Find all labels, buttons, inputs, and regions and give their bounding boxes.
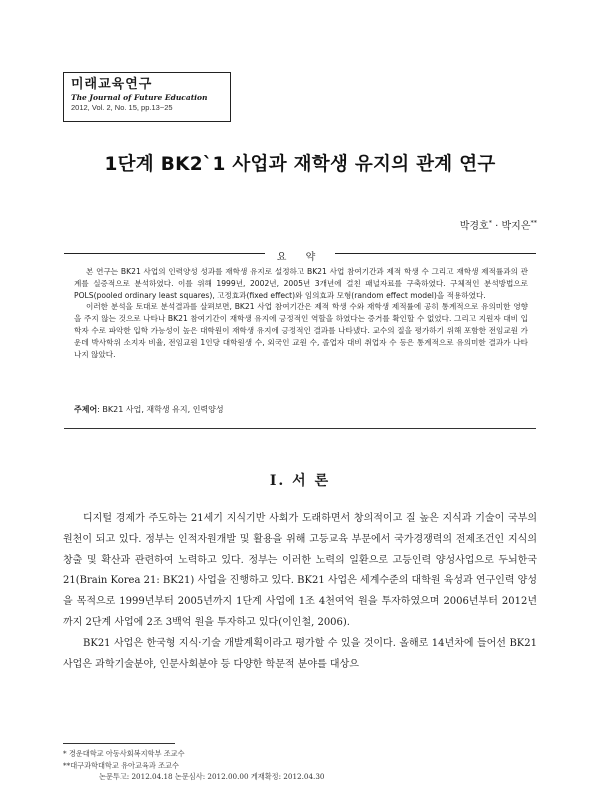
journal-masthead (63, 72, 231, 122)
abstract-body (74, 266, 528, 360)
author-name: 박경호 (459, 221, 489, 232)
author-footnote-mark: * (488, 218, 492, 227)
body-paragraph: BK21 사업은 한국형 지식·기술 개발계획이라고 평가할 수 있을 것이다. 올해로 14년차에 들어선 BK21 사업은 과학기술분야, 인문사회분야 등 다양한 학문적 분야를 대상으 (63, 637, 537, 670)
keywords-label: 주제어 (74, 405, 98, 414)
author-line (460, 217, 537, 232)
body-paragraph: 디지털 경제가 주도하는 21세기 지식기반 사회가 도래하면서 창의적이고 질 높은 지식과 기술이 국부의 원천이 되고 있다. 정부는 인적자원개발 및 활용을 위해 고등교육 부문에서 국가경쟁력의 전제조건인 지식의 창출 및 확산과 관련하여 노력하고 있다. 정부는 이러한 노력의 일환으로 고등인력 양성사업으로 두뇌한국 21(Brain Korea 21: BK21) 사업을 진행하고 있다. BK21 사업은 세계수준의 대학원 육성과 연구인력 양성을 목적으로 1999년부터 2005년까지 1단계 사업에 1조 4천여억 원을 투자하였으며 2006년부터 2012년까지 2단계 사업에 2조 3백억 원을 투자하고 있다(이인철, 2006). (63, 513, 537, 628)
abstract-bottom-rule (64, 428, 536, 429)
keywords-list: : BK21 사업, 재학생 유지, 인력양성 (97, 405, 224, 414)
journal-issue-info: 2012, Vol. 2, No. 15, pp.13~25 (71, 103, 173, 112)
author-footnote-mark: ** (530, 218, 537, 227)
introduction-body (63, 509, 537, 675)
journal-english-name: The Journal of Future Education (71, 93, 208, 102)
keywords-line (74, 404, 224, 415)
author-name: 박지은 (501, 221, 531, 232)
footnote-affiliation: **대구과학대학교 유아교육과 조교수 (63, 760, 179, 770)
footnote-affiliation: * 경운대학교 아동사회복지학부 조교수 (63, 749, 185, 758)
abstract-paragraph: 이러한 분석을 토대로 분석결과를 살펴보면, BK21 사업 참여기간은 제적 학생 수와 재학생 제적률에 공히 통계적으로 유의미한 영향을 주지 않는 것으로 나타나 BK21 참여기간이 재학생 유지에 긍정적인 역할을 하였다는 증거를 확인할 수 없었다. 그리고 지원자 대비 입학자 수로 파악한 입학 가능성이 높은 대학원이 재학생 유지에 긍정적인 결과를 나타냈다. 교수의 질을 평가하기 위해 포함한 전임교원 가운데 박사학위 소지자 비율, 전임교원 1인당 대학원생 수, 외국인 교원 수, 졸업자 대비 취업자 수 등은 통계적으로 유의미한 결과가 나타나지 않았다. (74, 302, 529, 359)
journal-name: 미래교육연구 (71, 77, 153, 92)
footnotes (63, 748, 537, 783)
paper-title: 1단계 BK2`1 사업과 재학생 유지의 관계 연구 (104, 154, 496, 175)
author-separator: · (491, 221, 502, 232)
abstract-heading-wrap (0, 245, 600, 264)
section-heading: Ⅰ. 서 론 (269, 473, 331, 489)
footnote-rule (63, 743, 175, 744)
submission-dates: 논문투고: 2012.04.18 논문심사: 2012.00.00 게재확정: 2012.04.30 (99, 772, 325, 781)
abstract-paragraph: 본 연구는 BK21 사업의 인력양성 성과를 재학생 유지로 설정하고 BK21 사업 참여기간과 제적 학생 수 그리고 재학생 제적률과의 관계를 실증적으로 분석하였다. 이를 위해 1999년, 2002년, 2005년 3개년에 걸친 패널자료를 구축하였다. 구체적인 분석방법으로 POLS(pooled ordinary least squares), 고정효과(fixed effect)와 임의효과 모형(random effect model)을 적용하였다. (74, 267, 528, 300)
abstract-heading: 요 약 (265, 252, 336, 263)
